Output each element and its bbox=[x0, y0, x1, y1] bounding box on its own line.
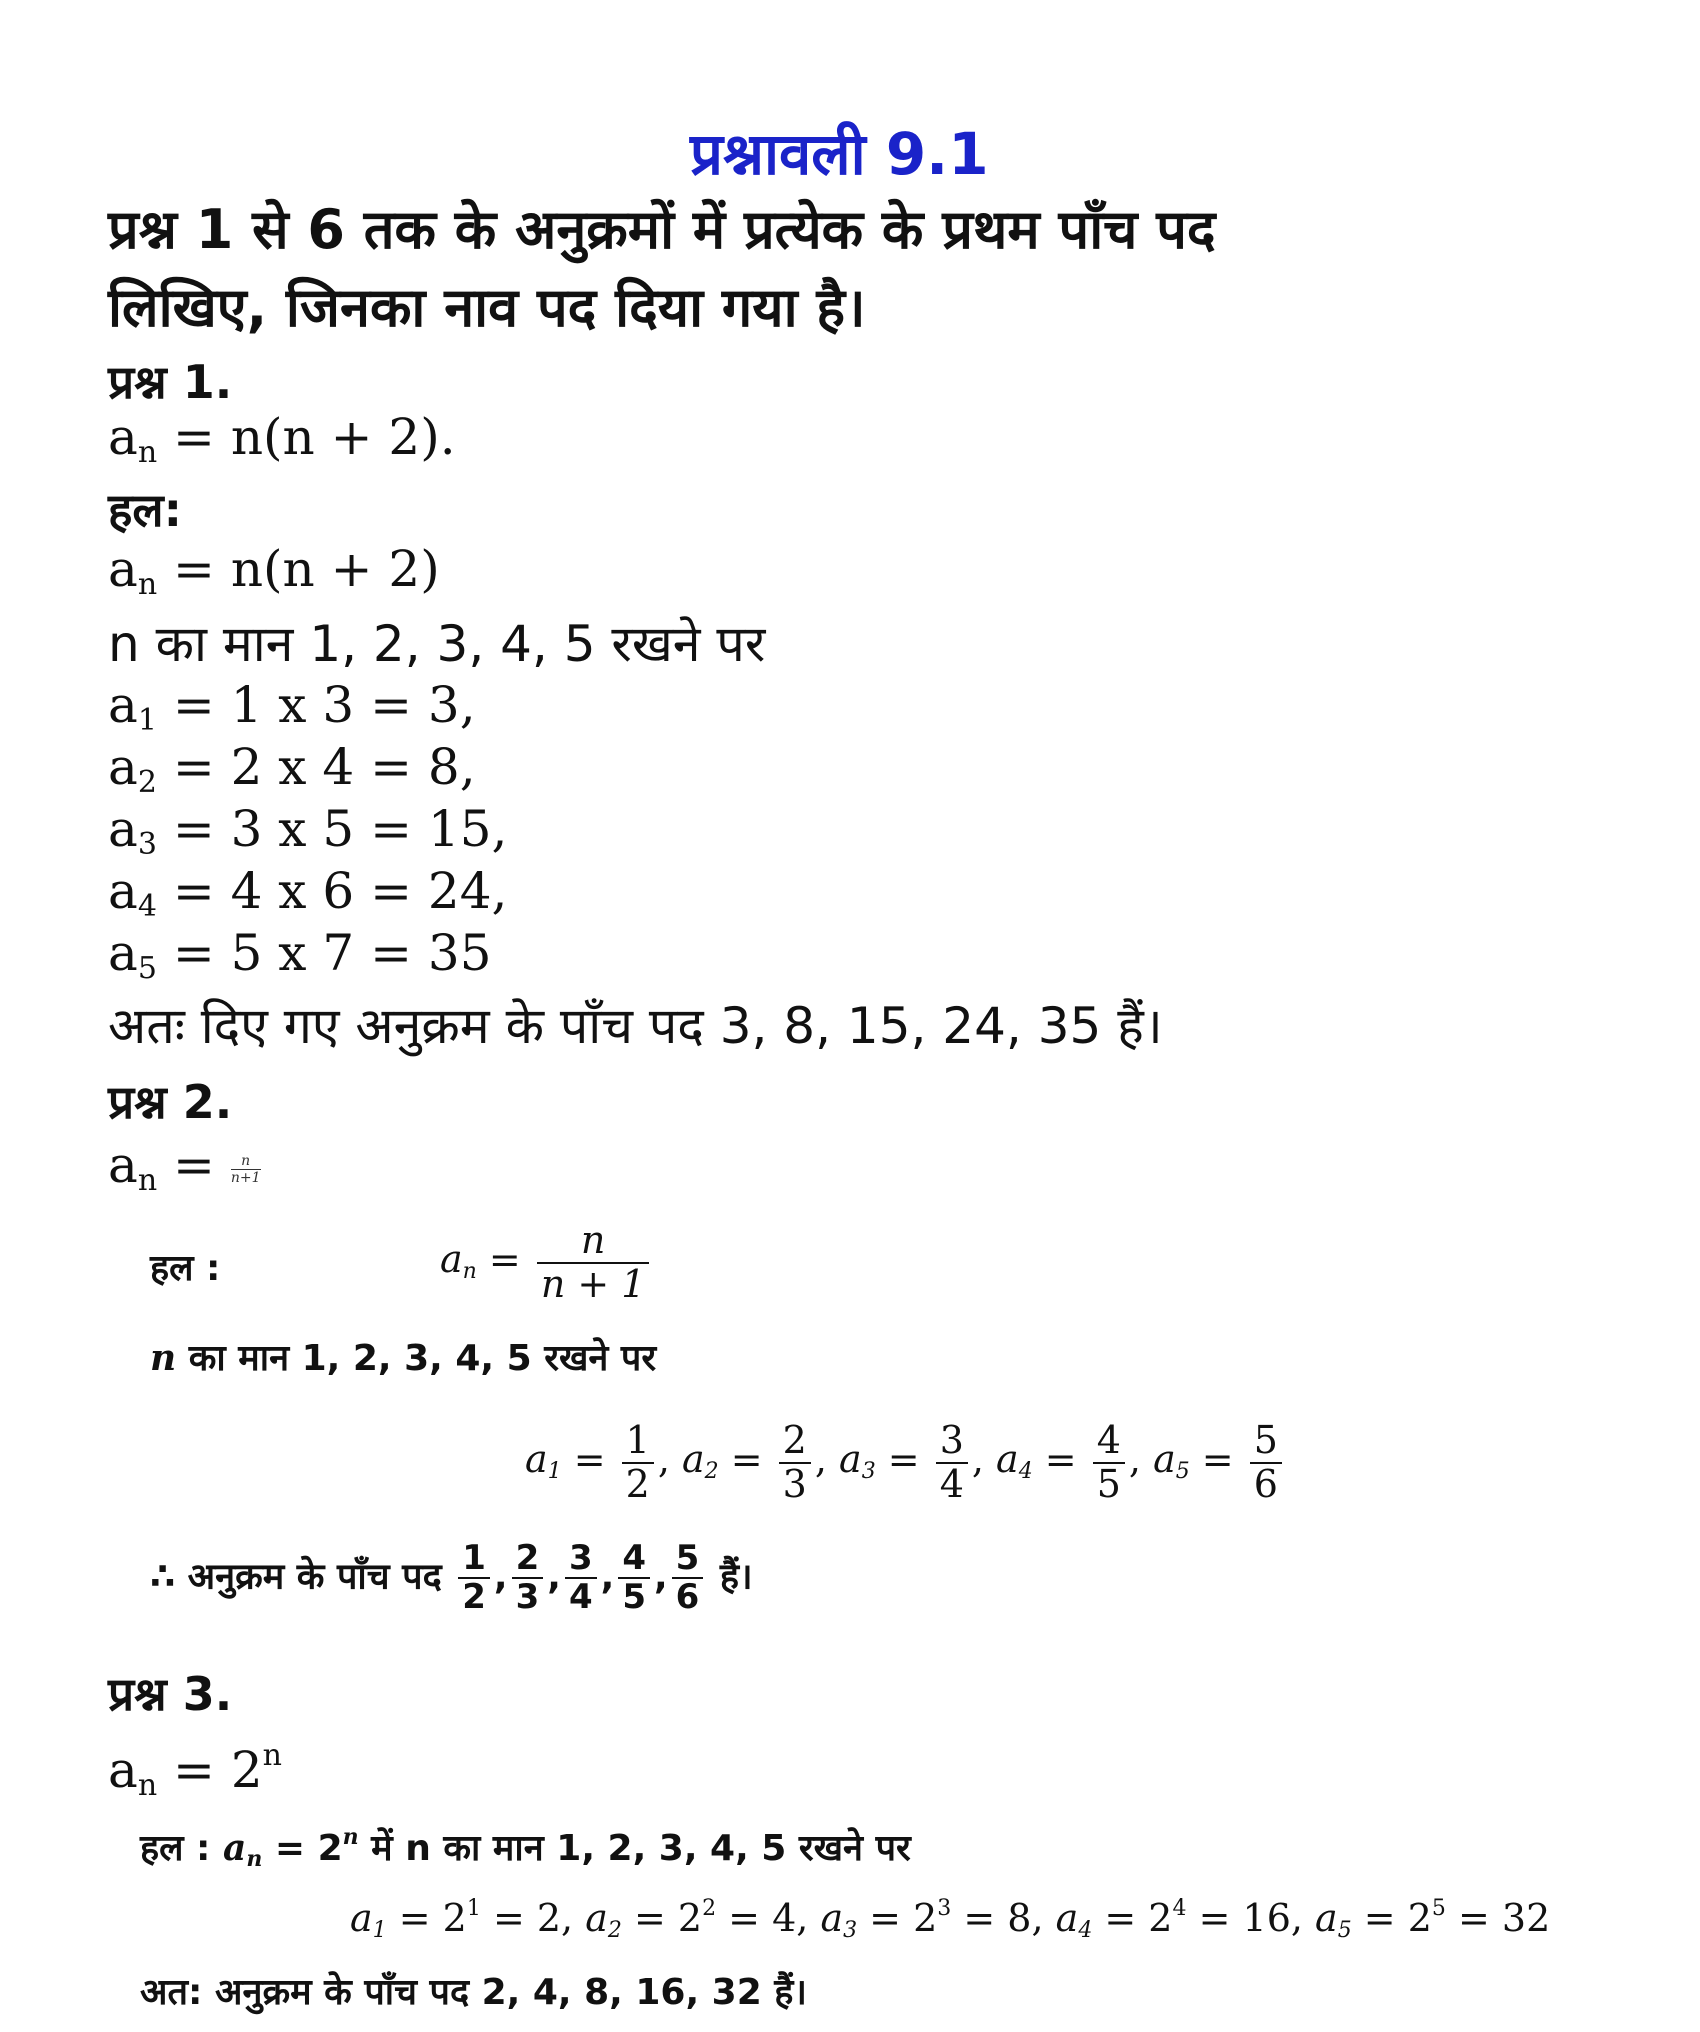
q1-term: $a_4 = 4$ x 6 = 24, bbox=[108, 862, 508, 924]
q2-term-fraction: $\frac{4}{5}$ bbox=[1093, 1420, 1125, 1506]
q1-conclusion: अतः दिए गए अनुक्रम के पाँच पद 3, 8, 15, 24, 35 हैं। bbox=[108, 997, 1163, 1055]
q1-term: $a_1 = 1$ x 3 = 3, bbox=[108, 676, 476, 738]
q2-term-fraction: $\frac{5}{6}$ bbox=[1250, 1420, 1282, 1506]
q2-given: $a_n$ = $\frac{n}{n+1}$ bbox=[108, 1136, 261, 1198]
q3-given: $a_n = 2^n$ bbox=[108, 1738, 282, 1803]
page-title: प्रश्नावली 9.1 bbox=[690, 120, 989, 188]
q2-terms: $a_1$ = $\frac{1}{2}$ , $a_2$ = $\frac{2}{3}$ , $a_3$ = $\frac{3}{4}$ , $a_4$ = $\frac{4}{5}$ , $a_5$ = $\frac{5}{6}$ bbox=[525, 1420, 1286, 1506]
q3-terms: $a_1 = 2^1 = 2$, $a_2 = 2^2 = 4$, $a_3 = 2^3 = 8$, $a_4 = 2^4 = 16$, $a_5 = 2^5 = 32$ bbox=[350, 1896, 1551, 1943]
q2-seq-fraction: $\frac{2}{3}$ bbox=[512, 1540, 544, 1617]
q1-term: $a_3 = 3$ x 5 = 15, bbox=[108, 800, 508, 862]
intro-line-2: लिखिए, जिनका नाव पद दिया गया है। bbox=[108, 276, 866, 339]
q1-hal: हल: bbox=[108, 483, 183, 537]
q2-term-fraction: $\frac{1}{2}$ bbox=[622, 1420, 654, 1506]
q2-heading: प्रश्न 2. bbox=[108, 1075, 233, 1129]
intro-line-1: प्रश्न 1 से 6 तक के अनुक्रमों में प्रत्येक के प्रथम पाँच पद bbox=[108, 198, 1216, 261]
q1-given: $a_n = n(n + 2)$. bbox=[108, 408, 456, 470]
q2-hal: हल : bbox=[150, 1248, 221, 1289]
q1-n-values: n का मान 1, 2, 3, 4, 5 रखने पर bbox=[108, 615, 766, 673]
q2-term-fraction: $\frac{3}{4}$ bbox=[936, 1420, 968, 1506]
q3-conclusion: अत: अनुक्रम के पाँच पद 2, 4, 8, 16, 32 हैं। bbox=[140, 1972, 808, 2013]
q1-term: $a_2 = 2$ x 4 = 8, bbox=[108, 738, 476, 800]
q3-solution: हल : $a_n = 2^n$ में n का मान 1, 2, 3, 4, 5 रखने पर bbox=[140, 1824, 911, 1872]
q2-seq-fraction: $\frac{3}{4}$ bbox=[565, 1540, 597, 1617]
q2-formula-fraction: $\frac{n}{n + 1}$ bbox=[537, 1220, 650, 1306]
q2-seq-fraction: $\frac{5}{6}$ bbox=[672, 1540, 704, 1617]
q2-formula: $a_n$ = $\frac{n}{n + 1}$ bbox=[440, 1220, 653, 1306]
q1-heading: प्रश्न 1. bbox=[108, 355, 233, 409]
q2-n-values: n का मान 1, 2, 3, 4, 5 रखने पर bbox=[150, 1337, 657, 1379]
q1-term: $a_5 = 5$ x 7 = 35 bbox=[108, 924, 492, 986]
q2-seq-fraction: $\frac{1}{2}$ bbox=[458, 1540, 490, 1617]
q2-seq-fraction: $\frac{4}{5}$ bbox=[618, 1540, 650, 1617]
q2-given-fraction: $\frac{n}{n+1}$ bbox=[230, 1152, 261, 1186]
q2-conclusion: ∴ अनुक्रम के पाँच पद $\frac{1}{2}$ , $\frac{2}{3}$ , $\frac{3}{4}$ , $\frac{4}{5}$ , $\frac{5}{6}$ हैं। bbox=[150, 1538, 753, 1618]
q3-heading: प्रश्न 3. bbox=[108, 1667, 233, 1721]
q1-restate: $a_n = n(n + 2)$ bbox=[108, 540, 440, 602]
q2-term-fraction: $\frac{2}{3}$ bbox=[779, 1420, 811, 1506]
